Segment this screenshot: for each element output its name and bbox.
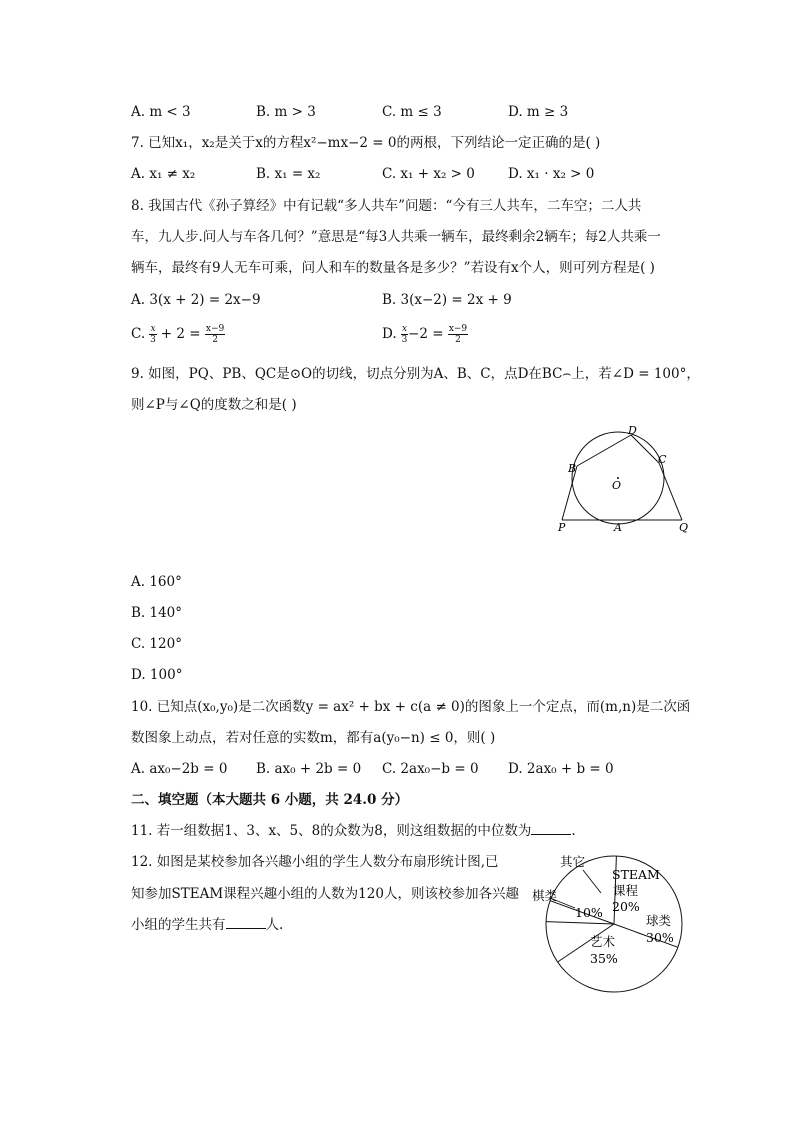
label-a: A: [614, 521, 622, 534]
q8-option-d-label: D.: [382, 326, 397, 342]
q10-option-b: B. ax₀ + 2b = 0: [256, 761, 362, 777]
q6-option-d: D. m ≥ 3: [508, 104, 569, 120]
q8-option-b: B. 3(x−2) = 2x + 9: [382, 292, 512, 308]
q9-stem-line2: 则∠P与∠Q的度数之和是( ): [131, 397, 297, 413]
q8-option-a: A. 3(x + 2) = 2x−9: [131, 292, 261, 308]
q12-stem-line1: 12. 如图是某校参加各兴趣小组的学生人数分布扇形统计图,已: [131, 854, 499, 870]
q12-stem-line2: 知参加STEAM课程兴趣小组的人数为120人，则该校参加各兴趣: [131, 886, 519, 902]
fraction: [149, 324, 156, 345]
q11-stem: [131, 821, 576, 841]
tangent-circle-figure: [548, 420, 698, 540]
label-art: 艺术: [590, 934, 616, 949]
q12-stem-line3: [131, 915, 283, 935]
numerator: x−9: [448, 324, 468, 334]
q8-stem-line2: 车，九人步.问人与车各几何？”意思是“每3人共乘一辆车，最终剩余2辆车；每2人共乘一: [131, 229, 661, 245]
q6-option-b: B. m > 3: [256, 104, 316, 120]
q8-stem-line1: 8. 我国古代《孙子算经》中有记载“多人共车”问题：“今有三人共车，二车空；二人共: [131, 198, 642, 214]
pie-slice-boundary: [546, 922, 614, 924]
label-steam-pct: 20%: [612, 899, 640, 914]
q9-option-d: D. 100°: [131, 667, 183, 683]
section-heading: 二、填空题（本大题共 6 小题，共 24.0 分）: [131, 792, 409, 808]
q7-option-c: C. x₁ + x₂ > 0: [382, 166, 475, 182]
label-ball: 球类: [646, 913, 672, 928]
denominator: 3: [150, 335, 156, 345]
q9-option-c: C. 120°: [131, 636, 182, 652]
q8-option-c: [131, 324, 225, 345]
numerator: x: [401, 324, 408, 334]
leader-line-other: [583, 870, 601, 893]
q8-option-c-mid: + 2 =: [156, 326, 205, 342]
q6-option-a: A. m < 3: [131, 104, 191, 120]
denominator: 2: [455, 335, 461, 345]
q8-option-d-mid: −2 =: [408, 326, 448, 342]
q10-option-d: D. 2ax₀ + b = 0: [508, 761, 614, 777]
label-q: Q: [679, 521, 689, 534]
label-ball-pct: 30%: [646, 930, 674, 945]
denominator: 3: [401, 335, 408, 345]
q10-option-c: C. 2ax₀−b = 0: [382, 761, 479, 777]
numerator: x: [150, 324, 156, 334]
q9-stem-line1: 9. 如图，PQ、PB、QC是⊙O的切线，切点分别为A、B、C，点D在BC⌢上，若∠D = 100°，: [131, 366, 700, 382]
q10-stem-line1: 10. 已知点(x₀,y₀)是二次函数y = ax² + bx + c(a ≠ 0)的图象上一个定点，而(m,n)是二次函: [131, 699, 691, 715]
q8-stem-line3: 辆车，最终有9人无车可乘，问人和车的数量各是多少？”若设有x个人，则可列方程是( ): [131, 260, 655, 276]
label-steam: STEAM: [612, 867, 660, 882]
label-chess-pct: 10%: [575, 905, 603, 920]
fraction: [205, 324, 225, 345]
label-other: 其它: [560, 854, 586, 869]
label-c: C: [658, 453, 667, 466]
q12-text-a: 小组的学生共有: [131, 917, 226, 933]
label-o: O: [612, 479, 622, 492]
chord-dc: [631, 435, 659, 463]
denominator: 2: [212, 335, 218, 345]
q7-option-d: D. x₁ · x₂ > 0: [508, 166, 595, 182]
chord-bd: [577, 435, 631, 466]
answer-blank: [226, 916, 266, 929]
numerator: x−9: [205, 324, 225, 334]
fraction: [448, 324, 468, 345]
q7-option-a: A. x₁ ≠ x₂: [131, 166, 196, 182]
q9-option-a: A. 160°: [131, 574, 182, 590]
q6-option-c: C. m ≤ 3: [382, 104, 442, 120]
label-chess: 棋类: [532, 888, 558, 903]
q9-option-b: B. 140°: [131, 605, 183, 621]
q8-option-c-label: C.: [131, 326, 146, 342]
q7-stem: 7. 已知x₁，x₂是关于x的方程x²−mx−2 = 0的两根，下列结论一定正确的是( ): [131, 135, 601, 151]
q10-stem-line2: 数图象上动点，若对任意的实数m，都有a(y₀−n) ≤ 0，则( ): [131, 730, 496, 746]
label-d: D: [628, 424, 637, 437]
label-b: B: [568, 462, 577, 475]
q11-text: 11. 若一组数据1、3、x、5、8的众数为8，则这组数据的中位数为: [131, 823, 532, 839]
fraction: [401, 324, 408, 345]
q11-end: .: [571, 823, 576, 839]
label-art-pct: 35%: [590, 951, 618, 966]
pie-chart: [528, 848, 700, 996]
q12-text-b: 人.: [265, 917, 284, 933]
q10-option-a: A. ax₀−2b = 0: [131, 761, 228, 777]
label-p: P: [558, 521, 566, 534]
q7-option-b: B. x₁ = x₂: [256, 166, 321, 182]
answer-blank: [531, 822, 571, 835]
q8-option-d: [382, 324, 468, 345]
label-steam-course: 课程: [613, 883, 639, 898]
